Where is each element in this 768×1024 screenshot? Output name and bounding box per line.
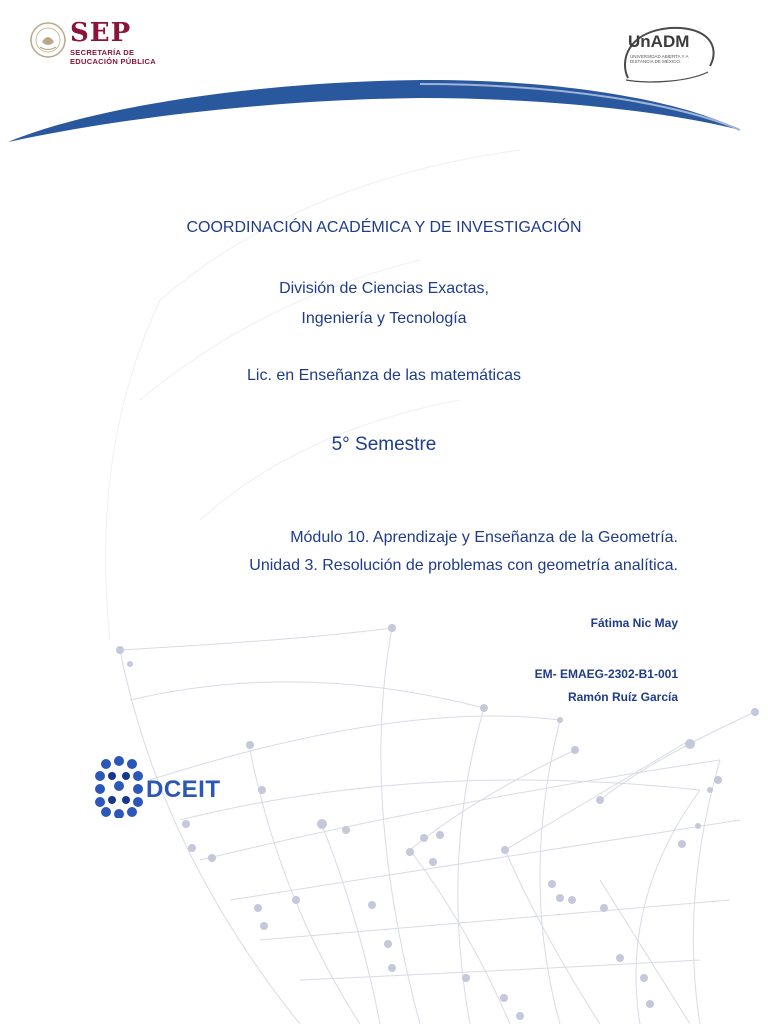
student-name: Fátima Nic May <box>590 616 678 630</box>
dceit-logo <box>92 756 232 818</box>
division-line-2: Ingeniería y Tecnología <box>301 310 467 327</box>
unadm-logo <box>618 22 722 86</box>
unadm-logo-name: UnADM <box>628 32 690 51</box>
module-title: Módulo 10. Aprendizaje y Enseñanza de la Geometría. <box>290 529 678 546</box>
sep-logo <box>28 18 168 66</box>
dceit-logo-name: DCEIT <box>146 776 221 803</box>
group-code: EM- EMAEG-2302-B1-001 <box>534 667 678 681</box>
sep-logo-name: SEP <box>70 18 132 48</box>
coordination-title: COORDINACIÓN ACADÉMICA Y DE INVESTIGACIÓN <box>186 219 582 236</box>
degree-name: Lic. en Enseñanza de las matemáticas <box>247 367 521 384</box>
mexico-seal-icon <box>28 20 68 60</box>
dceit-cube-icon <box>92 756 146 818</box>
sep-logo-line1: SECRETARÍA DE <box>70 48 135 57</box>
unit-title: Unidad 3. Resolución de problemas con geometría analítica. <box>249 557 678 574</box>
unadm-logo-tagline: UNIVERSIDAD ABIERTA Y A DISTANCIA DE MÉXICO <box>630 54 689 64</box>
sep-logo-line2: EDUCACIÓN PÚBLICA <box>70 57 156 66</box>
teacher-name: Ramón Ruíz García <box>567 690 678 704</box>
semester: 5° Semestre <box>331 434 437 455</box>
division-line-1: División de Ciencias Exactas, <box>279 280 489 297</box>
